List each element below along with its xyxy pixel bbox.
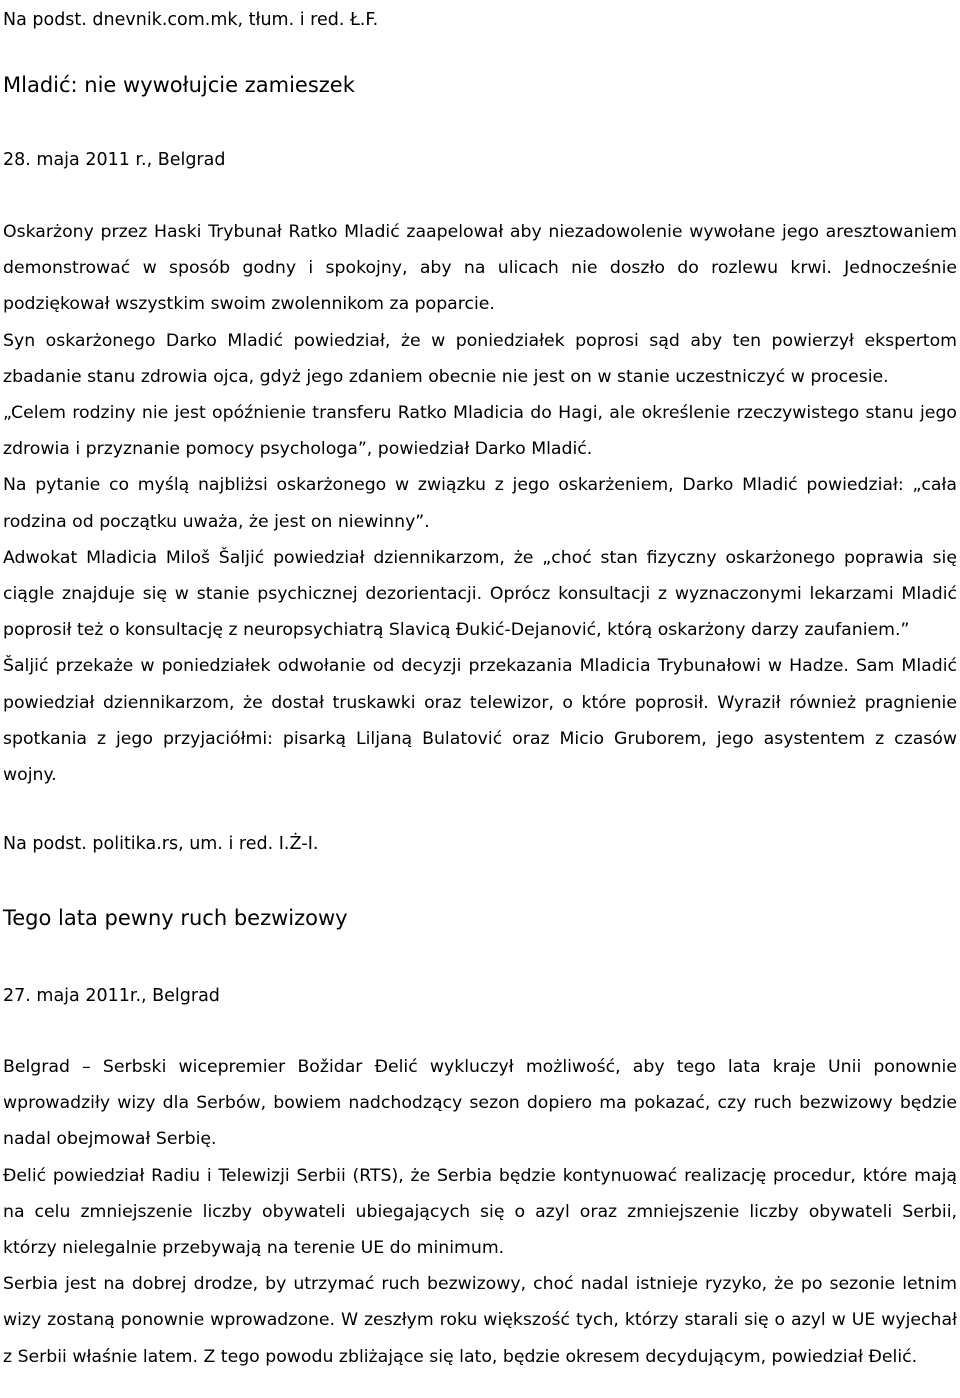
article1-dateline: 28. maja 2011 r., Belgrad	[3, 150, 226, 170]
article1-paragraph: Šaljić przekaże w poniedziałek odwołanie od decyzji przekazania Mladicia Trybunałowi w Hadze. Sam Mladić powiedział dziennikarzom, że dostał truskawki oraz telewizor, o które poprosił. Wyraził również pragnienie spotkania z jego przyjaciółmi: pisarką Liljaną Bulatović oraz Micio Gruborem, jego asystentem z czasów wojny.	[3, 656, 957, 786]
article2-paragraph: Serbia jest na dobrej drodze, by utrzymać ruch bezwizowy, choć nadal istnieje ryzyko, że po sezonie letnim wizy zostaną ponownie wprowadzone. W zeszłym roku większość tych, którzy starali się o azyl w UE wyjechał z Serbii właśnie latem. Z tego powodu zbliżające się lato, będzie okresem decydującym, powiedział Đelić.	[3, 1274, 957, 1367]
article1-paragraph: Adwokat Mladicia Miloš Šaljić powiedział dziennikarzom, że „choć stan fizyczny oskarżonego poprawia się ciągle znajduje się w stanie psychicznej dezorientacji. Oprócz konsultacji z wyznaczonymi lekarzami Mladić poprosił też o konsultację z neuropsychiatrą Slavicą Đukić-Dejanović, którą oskarżony darzy zaufaniem.”	[3, 547, 957, 641]
article2-paragraph: Đelić powiedział Radiu i Telewizji Serbii (RTS), że Serbia będzie kontynuować realizację procedur, które mają na celu zmniejszenie liczby obywateli ubiegających się o azyl oraz zmniejszenie liczby obywateli Serbii, którzy nielegalnie przebywają na terenie UE do minimum.	[3, 1165, 957, 1259]
article1-paragraph: Syn oskarżonego Darko Mladić powiedział, że w poniedziałek poprosi sąd aby ten powierzył ekspertom zbadanie stanu zdrowia ojca, gdyż jego zdaniem obecnie nie jest on w stanie uczestniczyć w procesie.	[3, 330, 957, 387]
article1-paragraph: „Celem rodziny nie jest opóźnienie transferu Ratko Mladicia do Hagi, ale określenie rzeczywistego stanu jego zdrowia i przyznanie pomocy psychologa”, powiedział Darko Mladić.	[3, 403, 957, 460]
article1-paragraph: Na pytanie co myślą najbliżsi oskarżonego w związku z jego oskarżeniem, Darko Mladić powiedział: „cała rodzina od początku uważa, że jest on niewinny”.	[3, 475, 957, 532]
article2-title: Tego lata pewny ruch bezwizowy	[3, 906, 348, 930]
article2-source: Na podst. politika.rs, um. i red. I.Ż-I.	[3, 834, 319, 854]
article2-paragraph: Belgrad – Serbski wicepremier Božidar Đelić wykluczył możliwość, aby tego lata kraje Unii ponownie wprowadziły wizy dla Serbów, bowiem nadchodzący sezon dopiero ma pokazać, czy ruch bezwizowy będzie nadal obejmował Serbię.	[3, 1057, 957, 1150]
article1-title: Mladić: nie wywołujcie zamieszek	[3, 73, 355, 97]
article2-dateline: 27. maja 2011r., Belgrad	[3, 986, 220, 1006]
article1-source: Na podst. dnevnik.com.mk, tłum. i red. Ł.F.	[3, 10, 379, 30]
article1-paragraph: Oskarżony przez Haski Trybunał Ratko Mladić zaapelował aby niezadowolenie wywołane jego aresztowaniem demonstrować w sposób godny i spokojny, aby na ulicach nie doszło do rozlewu krwi. Jednocześnie podziękował wszystkim swoim zwolennikom za poparcie.	[3, 222, 957, 315]
article2-body	[3, 1049, 957, 1375]
article1-body	[3, 214, 957, 793]
